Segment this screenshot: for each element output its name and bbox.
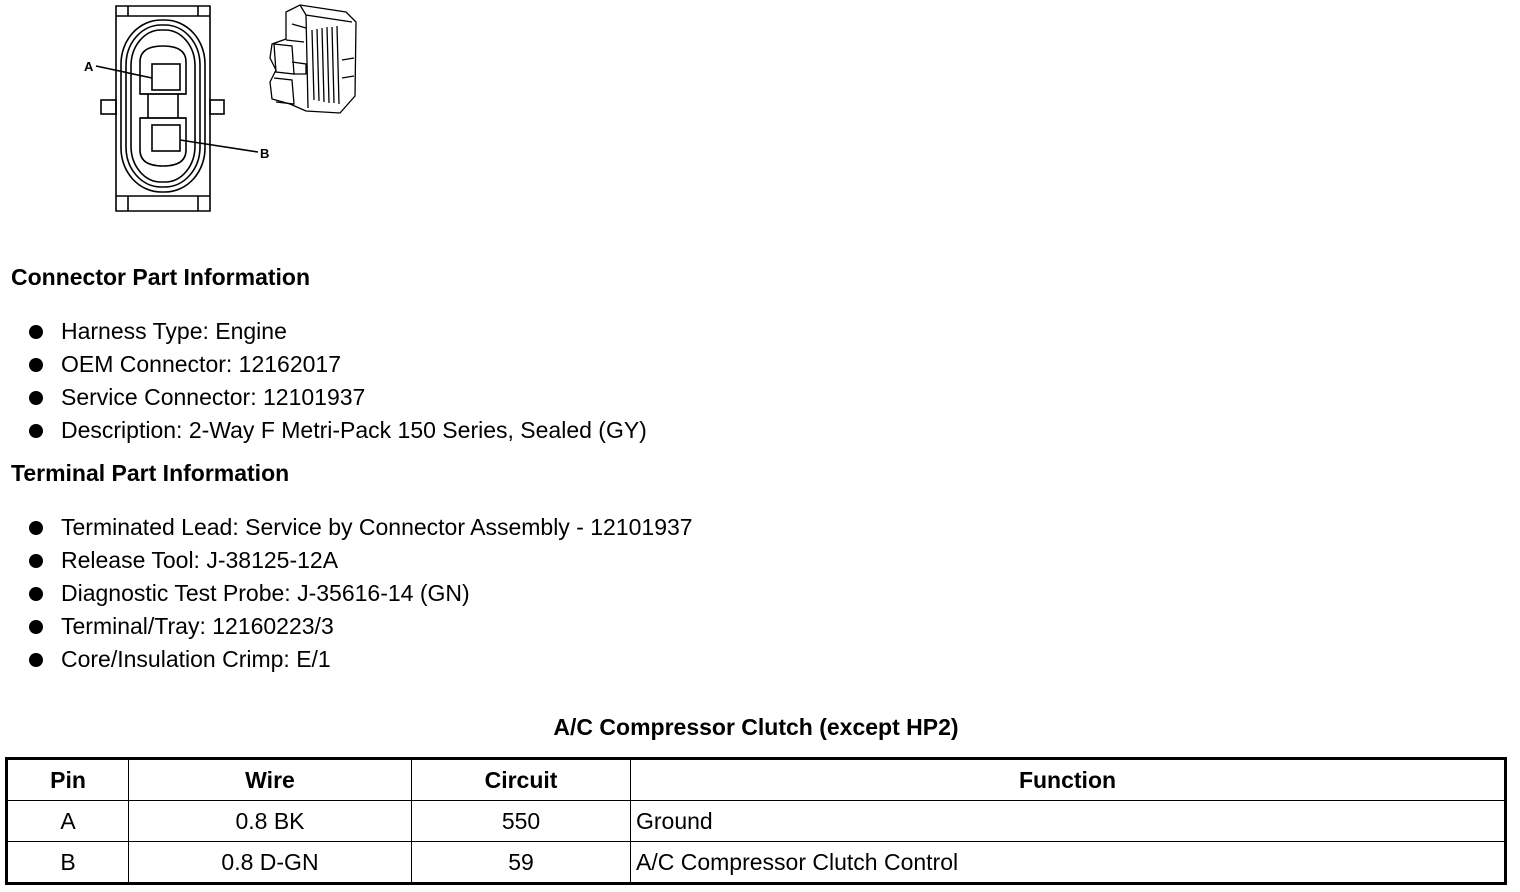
bullet-icon: [29, 424, 43, 438]
connector-side-view: [270, 5, 356, 113]
table-header-row: [7, 759, 1506, 801]
list-item-text: Diagnostic Test Probe: J-35616-14 (GN): [61, 580, 470, 606]
pin-a-label: A: [84, 59, 94, 74]
cell-wire: 0.8 BK: [129, 801, 412, 842]
list-item: [29, 511, 693, 544]
list-item-text: Terminal/Tray: 12160223/3: [61, 613, 334, 639]
cell-circuit: 59: [412, 842, 631, 884]
column-header-wire: Wire: [129, 759, 412, 801]
column-header-circuit: Circuit: [412, 759, 631, 801]
list-item-text: Service Connector: 12101937: [61, 384, 366, 410]
cell-wire: 0.8 D-GN: [129, 842, 412, 884]
bullet-icon: [29, 653, 43, 667]
pinout-table: [5, 757, 1507, 885]
list-item-text: Release Tool: J-38125-12A: [61, 547, 339, 573]
bullet-icon: [29, 587, 43, 601]
list-item: [29, 643, 693, 676]
bullet-icon: [29, 554, 43, 568]
cell-function: Ground: [631, 801, 1506, 842]
bullet-icon: [29, 358, 43, 372]
cell-function: A/C Compressor Clutch Control: [631, 842, 1506, 884]
connector-diagram: [0, 0, 380, 220]
list-item: [29, 610, 693, 643]
terminal-info-list: [29, 511, 693, 676]
list-item: [29, 315, 647, 348]
pin-b-label: B: [260, 146, 270, 161]
list-item: [29, 414, 647, 447]
list-item-text: Harness Type: Engine: [61, 318, 287, 344]
list-item: [29, 544, 693, 577]
cell-pin: A: [7, 801, 129, 842]
cell-pin: B: [7, 842, 129, 884]
cell-circuit: 550: [412, 801, 631, 842]
table-caption: A/C Compressor Clutch (except HP2): [553, 714, 959, 740]
bullet-icon: [29, 325, 43, 339]
column-header-function: Function: [631, 759, 1506, 801]
list-item-text: Core/Insulation Crimp: E/1: [61, 646, 331, 672]
bullet-icon: [29, 391, 43, 405]
terminal-info-heading: Terminal Part Information: [11, 460, 290, 486]
list-item: [29, 348, 647, 381]
connector-info-heading: Connector Part Information: [11, 264, 311, 290]
bullet-icon: [29, 521, 43, 535]
list-item: [29, 381, 647, 414]
bullet-icon: [29, 620, 43, 634]
table-row: [7, 842, 1506, 884]
table-row: [7, 801, 1506, 842]
list-item-text: OEM Connector: 12162017: [61, 351, 342, 377]
column-header-pin: Pin: [7, 759, 129, 801]
list-item-text: Description: 2-Way F Metri-Pack 150 Series, Sealed (GY): [61, 417, 647, 443]
list-item-text: Terminated Lead: Service by Connector Assembly - 12101937: [61, 514, 693, 540]
list-item: [29, 577, 693, 610]
connector-info-list: [29, 315, 647, 447]
